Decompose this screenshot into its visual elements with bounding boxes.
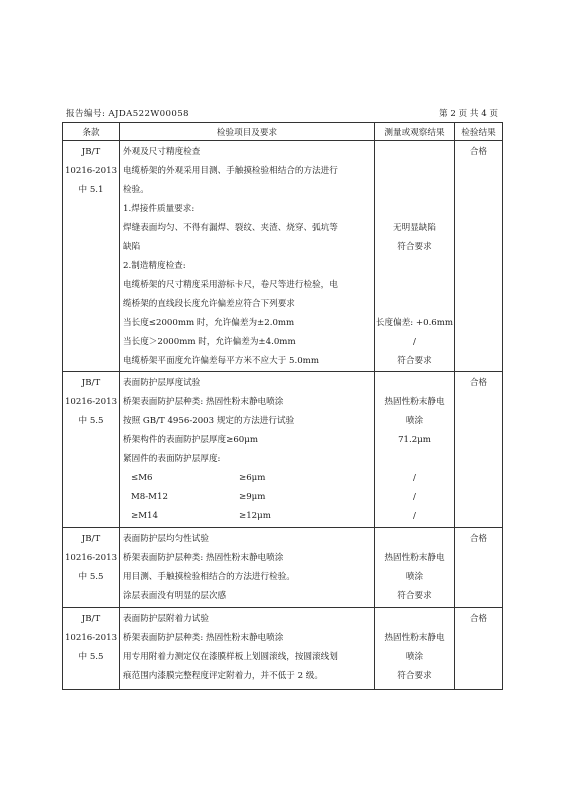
requirement-line: 外观及尺寸精度检查 [123, 147, 201, 157]
requirement-cell [120, 608, 375, 690]
fastener-row [123, 469, 374, 488]
observation-line [375, 181, 454, 200]
observation-line: 热固性粉末静电 [384, 633, 445, 643]
inspection-table [62, 122, 503, 690]
observation-line: 热固性粉末静电 [384, 397, 445, 407]
clause-line: 中 5.5 [78, 652, 104, 662]
report-header [66, 107, 498, 121]
observation-cell [375, 372, 455, 528]
fastener-row [123, 507, 374, 526]
requirement-line: 当长度＞2000mm 时，允许偏差为±4.0mm [123, 337, 296, 347]
observation-line: 符合要求 [397, 242, 432, 252]
report-number: 报告编号: AJDA522W00058 [66, 109, 189, 119]
clause-line: 中 5.5 [78, 572, 104, 582]
table-row [63, 528, 503, 608]
requirement-line: 当长度≤2000mm 时，允许偏差为±2.0mm [123, 318, 295, 328]
observation-line: / [413, 473, 416, 483]
requirement-cell [120, 372, 375, 528]
requirement-line: 电缆桥架的外观采用目测、手触摸检验相结合的方法进行 [123, 166, 338, 176]
observation-line [375, 610, 454, 629]
clause-line: 10216-2013 [64, 633, 118, 643]
requirement-line: 缆桥架的直线段长度允许偏差应符合下列要求 [123, 299, 295, 309]
result-cell [455, 528, 503, 608]
requirement-line: 电缆桥架的尺寸精度采用游标卡尺，卷尺等进行检验，电 [123, 280, 338, 290]
result-value: 合格 [469, 534, 488, 544]
requirement-line: 1.焊接件质量要求: [123, 204, 195, 214]
column-header-clause: 条款 [63, 123, 120, 141]
requirement-line: 缺陷 [123, 242, 141, 252]
table-row [63, 608, 503, 690]
clause-cell [63, 372, 120, 528]
observation-cell [375, 528, 455, 608]
requirement-line: 涂层表面没有明显的层次感 [123, 591, 227, 601]
requirement-line: 桥架表面防护层种类: 热固性粉末静电喷涂 [123, 633, 284, 643]
fastener-size: ≤M6 [131, 473, 153, 483]
requirement-line: 痕范围内漆膜完整程度评定附着力，并不低于 2 级。 [123, 671, 323, 681]
result-cell [455, 141, 503, 372]
requirement-line: 2.制造精度检查: [123, 261, 186, 271]
fastener-thickness: ≥12μm [239, 511, 271, 521]
clause-line: JB/T [81, 147, 101, 157]
result-cell [455, 608, 503, 690]
requirement-cell [120, 141, 375, 372]
observation-cell [375, 141, 455, 372]
result-value: 合格 [469, 147, 488, 157]
observation-line [375, 162, 454, 181]
requirement-line: 焊缝表面均匀、不得有漏焊、裂纹、夹渣、烧穿、弧坑等 [123, 223, 338, 233]
fastener-size: M8-M12 [131, 492, 168, 502]
column-header-item: 检验项目及要求 [120, 123, 375, 141]
requirement-line: 按照 GB/T 4956-2003 规定的方法进行试验 [123, 416, 295, 426]
observation-line: 喷涂 [405, 416, 424, 426]
column-header-observation: 测量或观察结果 [375, 123, 455, 141]
observation-line: / [413, 337, 416, 347]
table-row [63, 141, 503, 372]
column-header-result: 检验结果 [455, 123, 503, 141]
observation-line [375, 295, 454, 314]
clause-line: JB/T [81, 378, 101, 388]
requirement-line: 桥架表面防护层种类: 热固性粉末静电喷涂 [123, 553, 284, 563]
observation-line: / [413, 492, 416, 502]
result-value: 合格 [469, 378, 488, 388]
observation-line: 符合要求 [397, 671, 432, 681]
fastener-thickness: ≥6μm [239, 473, 266, 483]
requirement-line: 用目测、手触摸检验相结合的方法进行检验。 [123, 572, 295, 582]
observation-line [375, 530, 454, 549]
clause-cell [63, 528, 120, 608]
requirement-line: 表面防护层附着力试验 [123, 614, 209, 624]
requirement-line: 检验。 [123, 185, 149, 195]
observation-line [375, 200, 454, 219]
requirement-line: 桥架构件的表面防护层厚度≥60μm [123, 435, 258, 445]
clause-line: 中 5.5 [78, 416, 104, 426]
observation-cell [375, 608, 455, 690]
observation-line: 符合要求 [397, 591, 432, 601]
requirement-line: 电缆桥架平面度允许偏差每平方米不应大于 5.0mm [123, 356, 319, 366]
clause-cell [63, 608, 120, 690]
observation-line: 无明显缺陷 [393, 223, 436, 233]
clause-cell [63, 141, 120, 372]
observation-line: 喷涂 [405, 572, 424, 582]
requirement-line: 用专用附着力测定仪在漆膜样板上划圆滚线，按圆滚线划 [123, 652, 338, 662]
requirement-line: 紧固件的表面防护层厚度: [123, 454, 221, 464]
result-value: 合格 [469, 614, 488, 624]
observation-line: 符合要求 [397, 356, 432, 366]
fastener-row [123, 488, 374, 507]
page-number: 第 2 页 共 4 页 [439, 109, 498, 119]
observation-line [375, 276, 454, 295]
observation-line [375, 374, 454, 393]
requirement-line: 桥架表面防护层种类: 热固性粉末静电喷涂 [123, 397, 284, 407]
clause-line: 中 5.1 [78, 185, 104, 195]
fastener-size: ≥M14 [131, 511, 158, 521]
requirement-line: 表面防护层厚度试验 [123, 378, 201, 388]
observation-line: 喷涂 [405, 652, 424, 662]
clause-line: 10216-2013 [64, 166, 118, 176]
observation-line [375, 143, 454, 162]
requirement-line: 表面防护层均匀性试验 [123, 534, 209, 544]
observation-line: 71.2μm [398, 435, 431, 445]
observation-line: 热固性粉末静电 [384, 553, 445, 563]
observation-line [375, 450, 454, 469]
clause-line: 10216-2013 [64, 553, 118, 563]
observation-line: / [413, 511, 416, 521]
clause-line: 10216-2013 [64, 397, 118, 407]
requirement-cell [120, 528, 375, 608]
clause-line: JB/T [81, 614, 101, 624]
observation-line [375, 257, 454, 276]
observation-line: 长度偏差: +0.6mm [375, 318, 454, 328]
clause-line: JB/T [81, 534, 101, 544]
table-header-row [63, 123, 503, 141]
table-row [63, 372, 503, 528]
fastener-thickness: ≥9μm [239, 492, 266, 502]
result-cell [455, 372, 503, 528]
